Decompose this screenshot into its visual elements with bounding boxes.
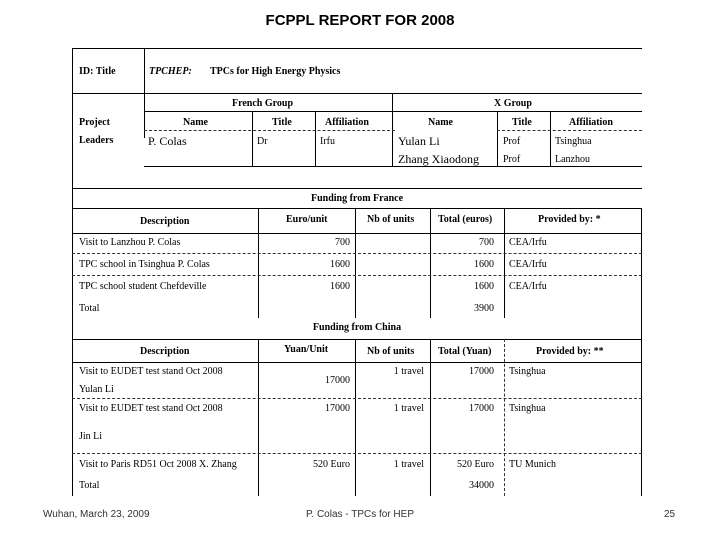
china-row-description: Visit to Paris RD51 Oct 2008 X. Zhang (79, 459, 237, 470)
china-row-provided-by: Tsinghua (509, 366, 546, 377)
china-provided-by-header: Provided by: ** (536, 346, 604, 357)
china-total-value: 34000 (469, 480, 494, 491)
france-heading: Funding from France (310, 193, 404, 204)
french-name-header: Name (183, 117, 208, 128)
x-leader-affiliation: Tsinghua (555, 136, 592, 147)
china-yuan-unit-header: Yuan/Unit (284, 344, 329, 355)
china-total-label: Total (79, 480, 100, 491)
china-row-nb: 1 travel (393, 366, 424, 377)
id-title-label: ID: Title (79, 66, 116, 77)
china-row-provided-by: Tsinghua (509, 403, 546, 414)
france-row-provided-by: CEA/Irfu (509, 259, 547, 270)
china-row-description: Visit to EUDET test stand Oct 2008 (79, 366, 223, 377)
french-leader-affiliation: Irfu (320, 136, 335, 147)
france-row-total: 1600 (474, 259, 494, 270)
france-row-total: 1600 (474, 281, 494, 292)
china-row-unit: 17000 (325, 403, 350, 414)
leaders-label: Leaders (79, 135, 114, 146)
x-leader-title: Prof (503, 136, 521, 147)
china-total-header: Total (Yuan) (438, 346, 492, 357)
french-leader-title: Dr (257, 136, 268, 147)
france-row-description: Visit to Lanzhou P. Colas (79, 237, 181, 248)
china-heading: Funding from China (312, 322, 402, 333)
france-row-unit: 1600 (330, 259, 350, 270)
project-label: Project (79, 117, 110, 128)
france-row-description: TPC school student Chefdeville (79, 281, 207, 292)
footer-center: P. Colas - TPCs for HEP (306, 509, 414, 520)
french-affiliation-header: Affiliation (325, 117, 369, 128)
x-group-heading: X Group (494, 98, 532, 109)
france-total-label: Total (79, 303, 100, 314)
french-title-header: Title (272, 117, 292, 128)
france-row-provided-by: CEA/Irfu (509, 281, 547, 292)
france-row-provided-by: CEA/Irfu (509, 237, 547, 248)
china-row-description: Visit to EUDET test stand Oct 2008 (79, 403, 223, 414)
france-total-value: 3900 (474, 303, 494, 314)
china-description-header: Description (140, 346, 190, 357)
x-leader-title: Prof (503, 154, 521, 165)
x-title-header: Title (512, 117, 532, 128)
china-row-unit: 520 Euro (313, 459, 350, 470)
project-title: TPCs for High Energy Physics (210, 66, 341, 77)
china-row-total: 520 Euro (457, 459, 494, 470)
project-code: TPCHEP: (149, 66, 192, 77)
slide-title: FCPPL REPORT FOR 2008 (265, 12, 455, 29)
x-leader-name: Zhang Xiaodong (398, 152, 479, 166)
x-leader-affiliation: Lanzhou (555, 154, 590, 165)
china-row-nb: 1 travel (393, 403, 424, 414)
france-euro-unit-header: Euro/unit (286, 214, 328, 225)
china-row-unit: 17000 (325, 375, 350, 386)
x-leader-name: Yulan Li (398, 134, 440, 148)
china-row-provided-by: TU Munich (509, 459, 556, 470)
x-name-header: Name (428, 117, 453, 128)
france-description-header: Description (140, 216, 190, 227)
report-table-scan (72, 48, 642, 496)
footer-date: Wuhan, March 23, 2009 (43, 509, 150, 520)
france-total-header: Total (euros) (438, 214, 493, 225)
china-row-total: 17000 (469, 366, 494, 377)
china-row-person: Jin Li (79, 431, 103, 442)
page-number: 25 (664, 509, 676, 520)
china-row-nb: 1 travel (393, 459, 424, 470)
france-provided-by-header: Provided by: * (538, 214, 601, 225)
french-group-heading: French Group (232, 98, 294, 109)
france-row-unit: 700 (335, 237, 350, 248)
france-row-description: TPC school in Tsinghua P. Colas (79, 259, 210, 270)
x-affiliation-header: Affiliation (569, 117, 613, 128)
china-nb-units-header: Nb of units (367, 346, 415, 357)
france-row-total: 700 (479, 237, 494, 248)
france-row-unit: 1600 (330, 281, 350, 292)
china-row-total: 17000 (469, 403, 494, 414)
france-nb-units-header: Nb of units (367, 214, 415, 225)
french-leader-name: P. Colas (148, 134, 187, 148)
china-row-person: Yulan Li (79, 384, 114, 395)
